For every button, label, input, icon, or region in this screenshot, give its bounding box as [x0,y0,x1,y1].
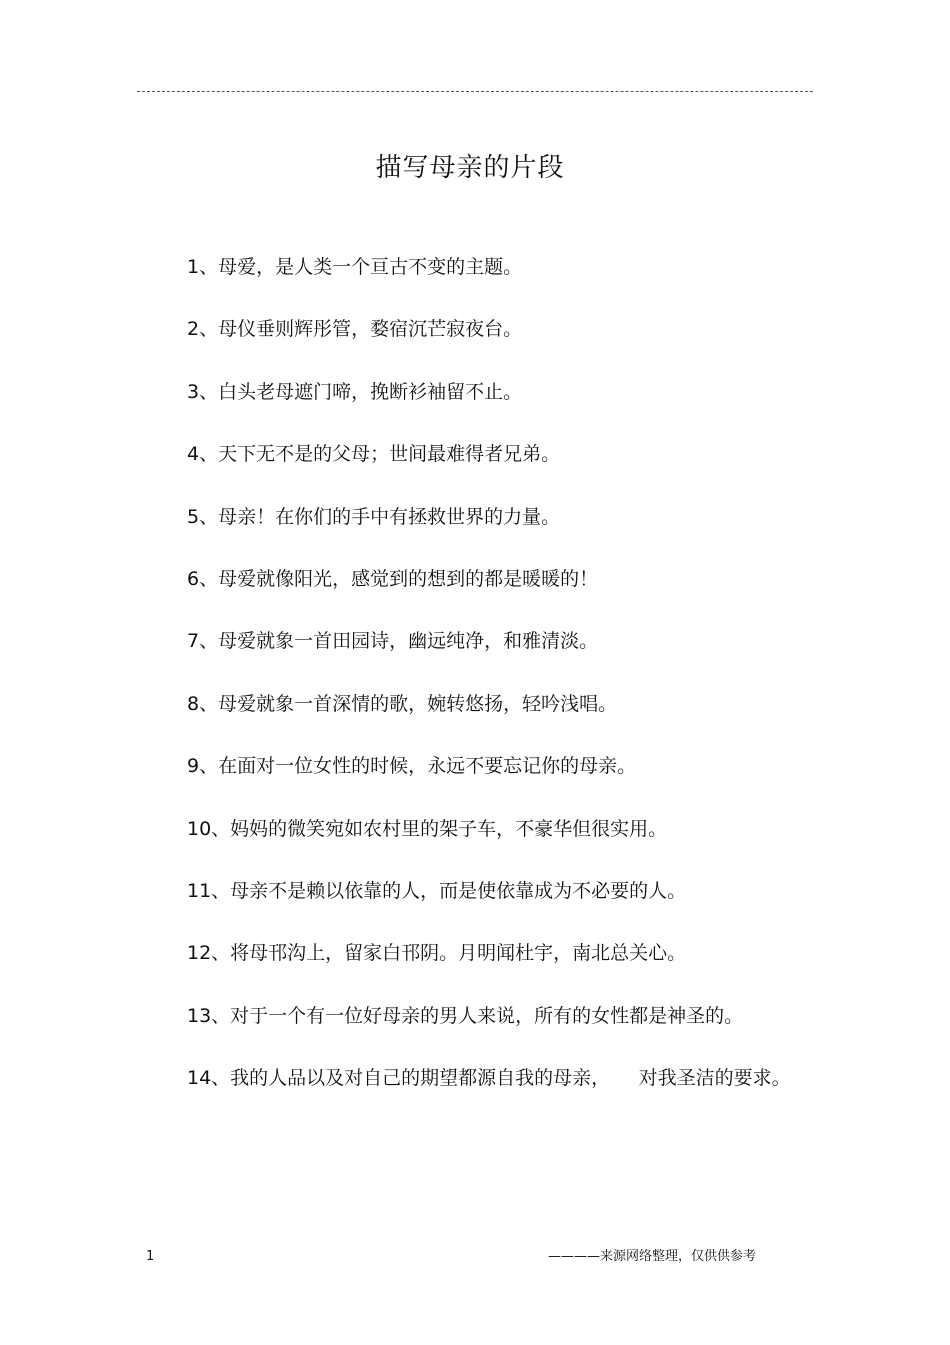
list-item: 12、将母邗沟上，留家白邗阴。月明闻杜宇，南北总关心。 [187,942,687,965]
list-item: 11、母亲不是赖以依靠的人，而是使依靠成为不必要的人。 [187,880,687,903]
list-item: 2、母仪垂则辉彤管，婺宿沉芒寂夜台。 [187,318,523,341]
list-item: 8、母爱就象一首深情的歌，婉转悠扬，轻吟浅唱。 [187,692,618,715]
header-rule [137,91,813,92]
list-item: 9、在面对一位女性的时候，永远不要忘记你的母亲。 [187,755,637,778]
item-list [143,236,803,1110]
list-item: 4、天下无不是的父母；世间最难得者兄弟。 [187,443,561,466]
footer-note: ————来源网络整理，仅供供参考 [548,1249,757,1264]
page-number: 1 [146,1249,155,1264]
list-item: 10、妈妈的微笑宛如农村里的架子车，不豪华但很实用。 [187,817,668,840]
list-item: 1、母爱，是人类一个亘古不变的主题。 [187,256,523,278]
list-item: 5、母亲！在你们的手中有拯救世界的力量。 [187,505,561,528]
list-item: 7、母爱就象一首田园诗，幽远纯净，和雅清淡。 [187,630,599,653]
list-item: 14、我的人品以及对自己的期望都源自我的母亲， 对我圣洁的要求。 [187,1067,791,1090]
list-item: 13、对于一个有一位好母亲的男人来说，所有的女性都是神圣的。 [187,1004,744,1027]
list-item: 3、白头老母遮门啼，挽断衫袖留不止。 [187,380,523,403]
list-item: 6、母爱就像阳光，感觉到的想到的都是暖暖的！ [187,568,599,591]
document-title: 描写母亲的片段 [375,153,565,183]
